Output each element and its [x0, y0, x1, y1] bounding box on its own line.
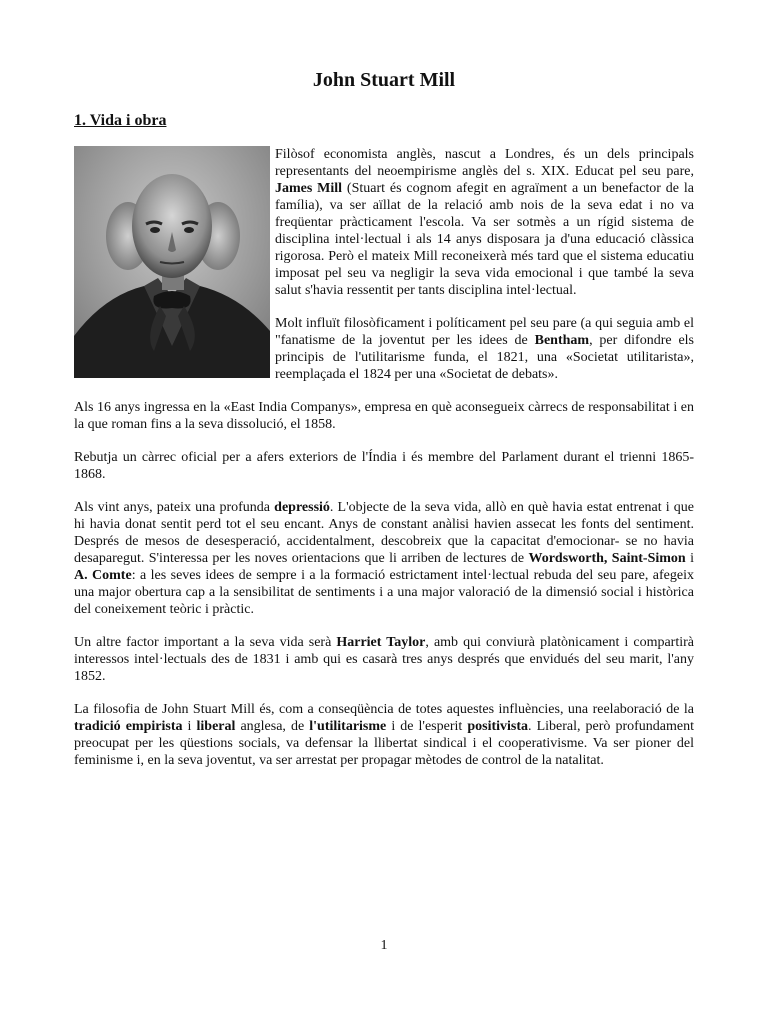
text-run: Filòsof economista anglès, nascut a Londres, és un dels principals representants del neoempirisme anglès del s. XIX. Educat pel seu pare, — [275, 147, 694, 179]
document-page — [74, 0, 694, 1024]
bold-term: positivista — [467, 719, 529, 734]
page-number: 1 — [380, 938, 388, 953]
portrait-photo-icon — [74, 146, 270, 378]
text-run: , amb qui conviurà platònicament i compartirà interessos intel·lectuals des de 1831 i amb qui es casarà tres anys després que envidués del seu marit, l'any 1852. — [74, 635, 694, 684]
text-run: : a les seves idees de sempre i a la formació estrictament intel·lectual rebuda del seu pare, afegeix una major obertura cap a la sensibilitat de sentiments i a una major valoració de la dimensió social i històrica del coneixement teòric i pràctic. — [74, 568, 694, 617]
bold-term: tradició empirista — [74, 719, 183, 734]
bold-term: depressió — [274, 500, 330, 515]
page-title: John Stuart Mill — [312, 69, 456, 91]
text-run: , per difondre els principis de l'utilitarisme funda, el 1821, una «Societat utilitarista», reemplaçada el 1824 per una «Societat de debats». — [275, 333, 694, 382]
text-run: La filosofia de John Stuart Mill és, com a conseqüència de totes aquestes influències, una reelaboració de la — [74, 702, 694, 717]
text-run: i — [182, 719, 197, 734]
bold-term: Wordsworth, Saint-Simon — [528, 551, 686, 566]
bold-term: l'utilitarisme — [309, 719, 387, 734]
body-text — [74, 146, 694, 785]
bold-term: liberal — [196, 719, 236, 734]
bold-term: Bentham — [534, 333, 590, 348]
text-run: Als 16 anys ingressa en la «East India Companys», empresa en què aconsegueix càrrecs de responsabilitat i en la que roman fins a la seva dissolució, el 1858. — [74, 400, 694, 432]
section-heading: 1. Vida i obra — [74, 112, 167, 129]
paragraph — [74, 634, 694, 685]
paragraph — [74, 701, 694, 769]
bold-term: Harriet Taylor — [336, 635, 426, 650]
bold-term: James Mill — [275, 181, 343, 196]
bold-term: A. Comte — [74, 568, 132, 583]
paragraph — [74, 499, 694, 618]
text-run: Als vint anys, pateix una profunda — [74, 500, 275, 515]
text-run: . L'objecte de la seva vida, allò en què havia estat entrenat i que hi havia donat sentit perd tot el seu encant. Anys de constant anàlisi havien assecat les fonts del sentiment. Després de mesos de desesperació, accidentalment, descobreix que la capacitat d'emocionar- se no havia desaparegut. S'interessa per les noves orientacions que li arriben de lectures de — [74, 500, 694, 566]
text-run: i — [685, 551, 695, 566]
text-run: anglesa, de — [235, 719, 310, 734]
text-run: Un altre factor important a la seva vida serà — [74, 635, 337, 650]
text-run: Rebutja un càrrec oficial per a afers exteriors de l'Índia i és membre del Parlament durant el trienni 1865-1868. — [74, 450, 694, 482]
paragraph — [74, 399, 694, 433]
text-run: (Stuart és cognom afegit en agraïment a un benefactor de la família), va ser aïllat de la relació amb nois de la seva edat i no va freqüentar pràcticament l'escola. Va ser sotmès a un rígid sistema de disciplina intel·lectual i als 14 anys disposara ja d'una educació clàssica rigorosa. Però el mateix Mill reconeixerà més tard que el sistema educatiu imposat pel seu va negligir la seva vida emocional i que també la seva salut s'havia ressentit per tants disciplina intel·lectual. — [275, 181, 694, 298]
text-run: i de l'esperit — [386, 719, 468, 734]
paragraph — [74, 449, 694, 483]
text-run: Molt influït filosòficament i políticament pel seu pare (a qui seguia amb el "fanatisme de la joventut per les idees de — [275, 316, 694, 348]
text-run: . Liberal, però profundament preocupat per les qüestions socials, va defensar la llibertat sindical i el cooperativisme. Va ser pioner del feminisme i, en la seva joventut, va ser arrestat per propagar mètodes de control de la natalitat. — [74, 719, 695, 768]
